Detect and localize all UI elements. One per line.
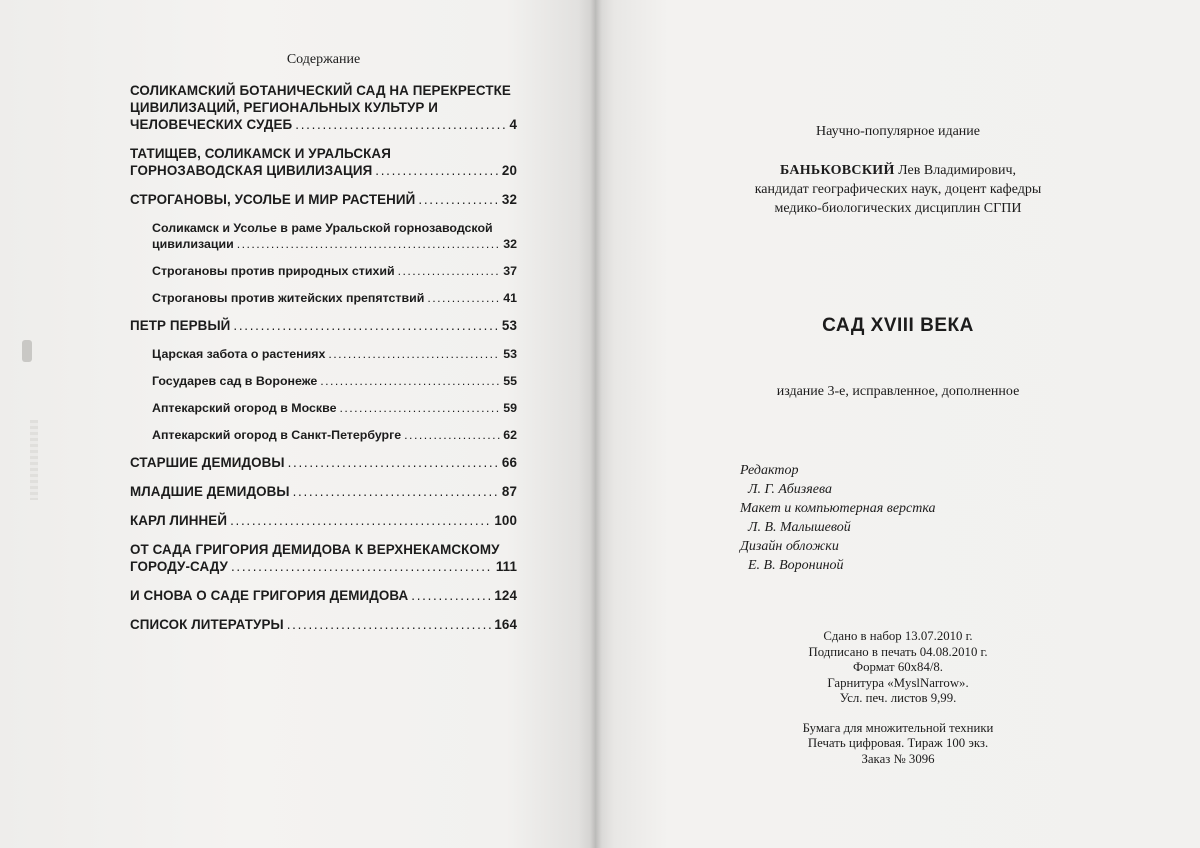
toc-entry-title: СТРОГАНОВЫ, УСОЛЬЕ И МИР РАСТЕНИЙ <box>130 192 416 207</box>
toc-entry <box>130 346 517 362</box>
author-name-line <box>596 161 1200 180</box>
dot-leader <box>411 587 491 604</box>
toc-entry <box>130 587 517 604</box>
toc-entry-title: Государев сад в Воронеже <box>152 374 318 388</box>
toc-entry-title: СТАРШИЕ ДЕМИДОВЫ <box>130 455 285 470</box>
table-of-contents <box>130 52 517 645</box>
dot-leader <box>418 191 499 208</box>
toc-entry <box>130 145 517 179</box>
book-title: САД XVIII ВЕКА <box>822 315 974 336</box>
dot-leader <box>398 263 501 279</box>
typeface: Гарнитура «MyslNarrow». <box>827 675 969 690</box>
dot-leader <box>293 483 499 500</box>
page-edge-mark <box>22 340 32 362</box>
toc-page-number: 53 <box>503 347 517 361</box>
toc-entry-title: Царская забота о растениях <box>152 347 326 361</box>
toc-entry-title: ГОРНОЗАВОДСКАЯ ЦИВИЛИЗАЦИЯ <box>130 163 373 178</box>
toc-entry-title: ЧЕЛОВЕЧЕСКИХ СУДЕБ <box>130 117 293 132</box>
dot-leader <box>230 512 491 529</box>
cover-design-name: Е. В. Ворониной <box>748 558 844 573</box>
editor-name: Л. Г. Абизяева <box>748 482 832 497</box>
toc-entry-title: КАРЛ ЛИННЕЙ <box>130 513 228 528</box>
toc-entry-line: СОЛИКАМСКИЙ БОТАНИЧЕСКИЙ САД НА ПЕРЕКРЕСТКЕ <box>130 83 511 98</box>
author-department: медико-биологических дисциплин СГПИ <box>774 201 1022 216</box>
dot-leader <box>328 346 500 362</box>
left-page <box>0 0 596 848</box>
toc-entry-title: ПЕТР ПЕРВЫЙ <box>130 318 231 333</box>
layout-role: Макет и компьютерная верстка <box>740 501 936 516</box>
toc-page-number: 55 <box>503 374 517 388</box>
toc-entry-title: Аптекарский огород в Москве <box>152 401 337 415</box>
publication-kind: Научно-популярное идание <box>815 124 980 139</box>
toc-page-number: 20 <box>501 163 517 178</box>
order-number: Заказ № 3096 <box>861 751 935 766</box>
toc-entry-title: Аптекарский огород в Санкт-Петербурге <box>152 428 402 442</box>
paper-type: Бумага для множительной техники <box>802 720 994 735</box>
dot-leader <box>375 162 499 179</box>
toc-entry-title: цивилизации <box>152 237 234 251</box>
toc-entry-title: И СНОВА О САДЕ ГРИГОРИЯ ДЕМИДОВА <box>130 588 409 603</box>
toc-entry <box>130 541 517 575</box>
toc-page-number: 100 <box>494 513 517 528</box>
toc-entry <box>130 427 517 443</box>
toc-entry <box>130 290 517 306</box>
toc-entry-line: ОТ САДА ГРИГОРИЯ ДЕМИДОВА К ВЕРХНЕКАМСКОМУ <box>130 542 500 557</box>
toc-page-number: 32 <box>503 237 517 251</box>
toc-entry <box>130 263 517 279</box>
toc-entry <box>130 317 517 334</box>
dot-leader <box>288 454 499 471</box>
toc-page-number: 124 <box>494 588 517 603</box>
toc-entry-title: Строгановы против природных стихий <box>152 264 395 278</box>
toc-entry <box>130 616 517 633</box>
author-degree: кандидат географических наук, доцент кафедры <box>754 182 1042 197</box>
author-surname: БАНЬКОВСКИЙ <box>779 163 895 178</box>
toc-title: Содержание <box>286 52 361 67</box>
toc-entry <box>130 220 517 252</box>
editor-role: Редактор <box>740 463 799 478</box>
toc-page-number: 41 <box>503 291 517 305</box>
toc-page-number: 87 <box>501 484 517 499</box>
dot-leader <box>287 616 492 633</box>
toc-page-number: 4 <box>509 117 517 132</box>
toc-entry <box>130 191 517 208</box>
toc-page-number: 66 <box>501 455 517 470</box>
dot-leader <box>233 317 499 334</box>
dot-leader <box>320 373 500 389</box>
toc-page-number: 111 <box>495 559 517 574</box>
signed-to-print-date: Подписано в печать 04.08.2010 г. <box>808 644 988 659</box>
toc-entry-title: Строгановы против житейских препятствий <box>152 291 425 305</box>
toc-entry-line: ЦИВИЛИЗАЦИЙ, РЕГИОНАЛЬНЫХ КУЛЬТУР И <box>130 100 438 115</box>
toc-entry-title: СПИСОК ЛИТЕРАТУРЫ <box>130 617 284 632</box>
print-details <box>596 629 1200 767</box>
dot-leader <box>404 427 500 443</box>
toc-entry <box>130 454 517 471</box>
printed-sheets: Усл. печ. листов 9,99. <box>839 691 957 705</box>
credits-block <box>740 461 1000 575</box>
toc-entry <box>130 483 517 500</box>
toc-entry <box>130 400 517 416</box>
author-block <box>596 161 1200 218</box>
toc-entry-title: ГОРОДУ-САДУ <box>130 559 228 574</box>
toc-page-number: 53 <box>501 318 517 333</box>
dot-leader <box>231 558 493 575</box>
toc-entry-line: ТАТИЩЕВ, СОЛИКАМСК И УРАЛЬСКАЯ <box>130 146 391 161</box>
toc-entry-line: Соликамск и Усолье в раме Уральской горнозаводской <box>152 221 493 235</box>
toc-page-number: 32 <box>501 192 517 207</box>
dot-leader <box>427 290 500 306</box>
toc-entry <box>130 512 517 529</box>
toc-page-number: 164 <box>494 617 517 632</box>
page-edge-bleed <box>30 420 38 500</box>
print-run: Печать цифровая. Тираж 100 экз. <box>807 736 989 750</box>
toc-page-number: 37 <box>503 264 517 278</box>
toc-entry <box>130 82 517 133</box>
edition-note: издание 3-е, исправленное, дополненное <box>776 384 1020 399</box>
dot-leader <box>295 116 506 133</box>
typesetting-date: Сдано в набор 13.07.2010 г. <box>823 629 973 643</box>
dot-leader <box>237 236 501 252</box>
cover-design-role: Дизайн обложки <box>740 539 839 554</box>
layout-name: Л. В. Малышевой <box>748 520 851 535</box>
author-given-name: Лев Владимирович, <box>898 163 1017 178</box>
dot-leader <box>339 400 500 416</box>
toc-page-number: 59 <box>503 401 517 415</box>
format: Формат 60x84/8. <box>852 660 943 674</box>
toc-entry <box>130 373 517 389</box>
toc-page-number: 62 <box>503 428 517 442</box>
toc-entry-title: МЛАДШИЕ ДЕМИДОВЫ <box>130 484 290 499</box>
